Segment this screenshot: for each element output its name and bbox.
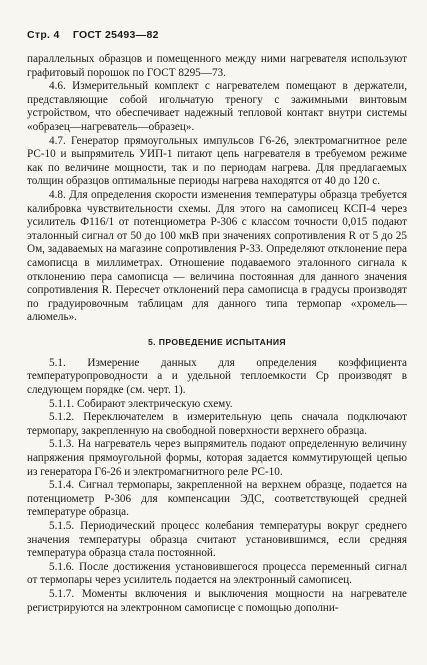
- paragraph-5-1-5: 5.1.5. Периодический процесс колебания температуры вокруг среднего значения температуры образца считают установившимся, если средняя температура образца стала постоянной.: [27, 520, 407, 560]
- paragraph-5-1-4: 5.1.4. Сигнал термопары, закрепленной на верхнем образце, подается на потенциометр Р-306 для компенсации ЭДС, соответствующей средней температуре образца.: [27, 479, 407, 519]
- paragraph-4-8: 4.8. Для определения скорости изменения температуры образца требуется калибровка чувствительности схемы. Для этого на самописец КСП-4 через усилитель Ф116/1 от потенциометра Р-306 с классом точности 0,015 подают эталонный сигнал от 50 до 100 мкВ при значениях сопротивления R от 5 до 25 Ом, задаваемых на магазине сопротивления Р-33. Определяют отклонение пера самописца в миллиметрах. Отношение подаваемого эталонного сигнала к отклонению пера самописца — величина постоянная для данного значения сопротивления R. Пересчет отклонений пера самописца в градусы производят по градуировочным таблицам для данного типа термопар «хромель—алюмель».: [27, 188, 407, 324]
- standard-label: ГОСТ 25493—82: [72, 29, 159, 41]
- paragraph-4-6: 4.6. Измерительный комплект с нагревателем помещают в держатели, представляющие собой игольчатую треногу с зажимными винтовым устройством, что обеспечивает надежный тепловой контакт внутри системы «образец—нагреватель—образец».: [27, 80, 407, 133]
- page-header: [27, 29, 407, 41]
- paragraph-5-1-3: 5.1.3. На нагреватель через выпрямитель подают определенную величину напряжения прямоугольной формы, которая задается коммутирующей цепью из генератора Г6-26 и электромагнитного реле РС-10.: [27, 438, 407, 478]
- paragraph-5-1-6: 5.1.6. После достижения установившегося процесса переменный сигнал от термопары через усилитель подается на электронный самописец.: [27, 560, 407, 587]
- section-heading: 5. ПРОВЕДЕНИЕ ИСПЫТАНИЯ: [148, 336, 286, 347]
- page-number-label: Стр. 4: [27, 29, 60, 41]
- paragraph-5-1-2: 5.1.2. Переключателем в измерительную цепь сначала подключают термопару, закрепленную на свободной поверхности верхнего образца.: [27, 411, 407, 437]
- paragraph-5-1: 5.1. Измерение данных для определения коэффициента температуропроводности a и удельной теплоемкости Cp производят в следующем порядке (см. черт. 1).: [27, 356, 407, 397]
- paragraph-5-1-1: 5.1.1. Собирают электрическую схему.: [49, 397, 233, 410]
- paragraph-4-7: 4.7. Генератор прямоугольных импульсов Г6-26, электромагнитное реле РС-10 и выпрямитель УИП-1 питают цепь нагревателя в требуемом режиме как по величине мощности, так и по периодам нагрева. Для предлагаемых толщин образцов оптимальные периоды нагрева находятся от 40 до 120 с.: [27, 134, 407, 188]
- paragraph-5-1-7: 5.1.7. Моменты включения и выключения мощности на нагревателе регистрируются на электронном самописце с помощью дополни-: [27, 587, 407, 614]
- paragraph-continuation: параллельных образцов и помещенного между ними нагревателя используют графитовый порошок по ГОСТ 8295—73.: [27, 53, 407, 79]
